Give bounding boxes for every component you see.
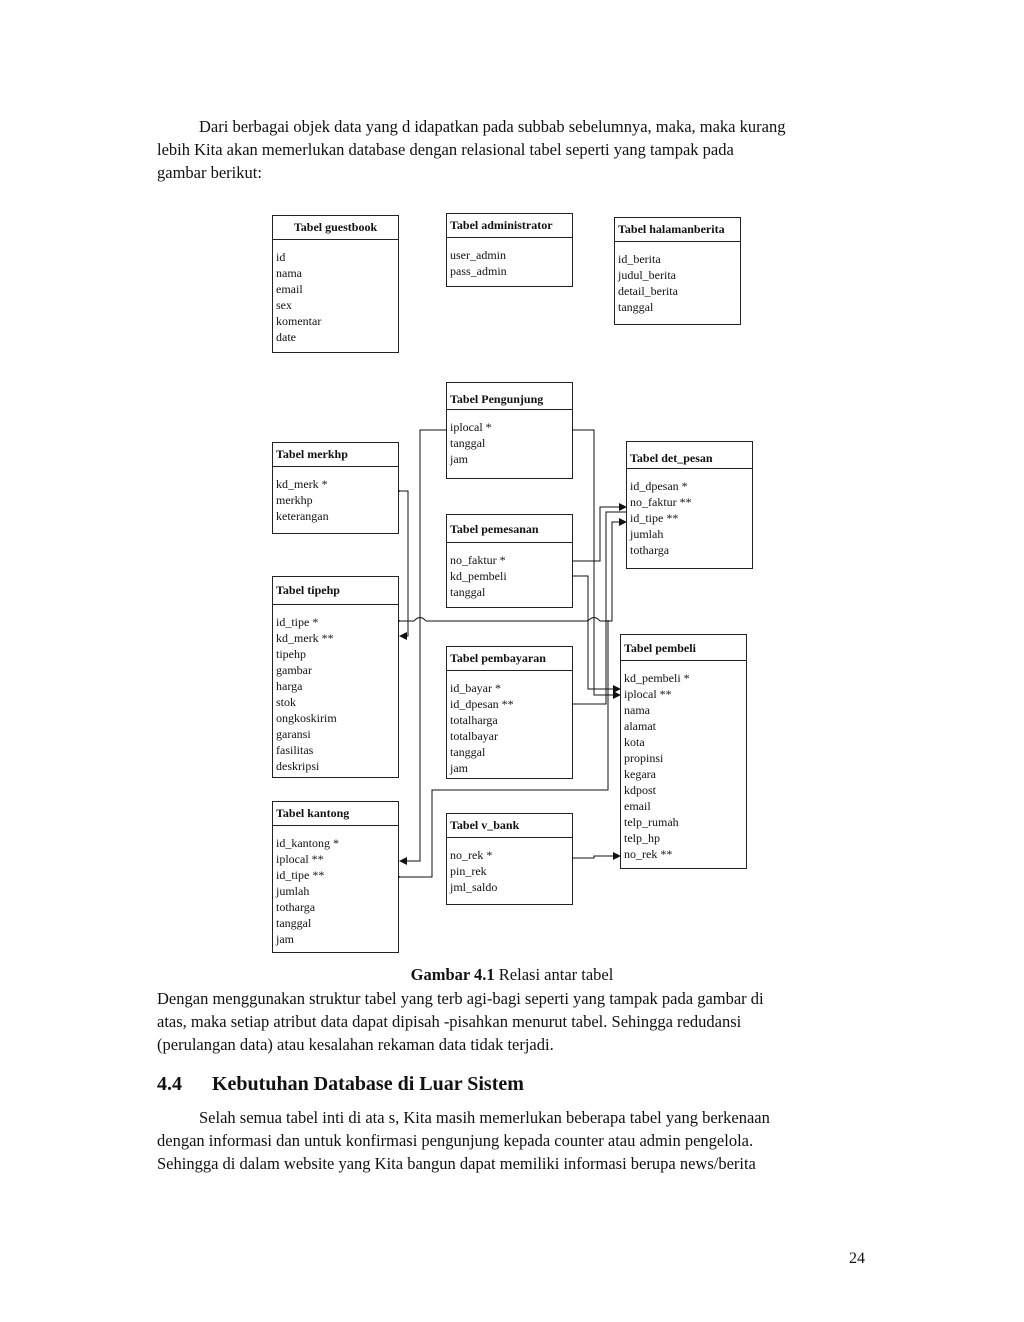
field: nama <box>624 703 650 717</box>
field: jumlah <box>630 527 664 541</box>
field: keterangan <box>276 509 329 523</box>
field: id <box>276 250 286 264</box>
field: id_tipe ** <box>630 511 679 525</box>
field: id_tipe ** <box>276 868 325 882</box>
field: id_berita <box>618 252 661 266</box>
field: komentar <box>276 314 322 328</box>
field: stok <box>276 695 297 709</box>
field: id_kantong * <box>276 836 339 850</box>
table-title: Tabel halamanberita <box>615 218 740 242</box>
field: totalbayar <box>450 729 498 743</box>
table-title: Tabel pembeli <box>621 635 746 661</box>
field: gambar <box>276 663 312 677</box>
table-title: Tabel v_bank <box>447 814 572 838</box>
table-title: Tabel Pengunjung <box>447 383 572 410</box>
figure-caption-text: Relasi antar tabel <box>494 965 614 984</box>
table-v-bank <box>446 813 573 905</box>
table-fields <box>273 240 398 345</box>
section-line-1: Selah semua tabel inti di ata s, Kita masih memerlukan beberapa tabel yang berkenaan <box>199 1108 770 1127</box>
table-title: Tabel pemesanan <box>447 515 572 543</box>
page-number: 24 <box>849 1250 865 1267</box>
table-fields <box>615 242 740 315</box>
field: no_faktur ** <box>630 495 692 509</box>
line-vbank-pembeli <box>573 856 620 858</box>
table-fields <box>447 543 572 600</box>
field: email <box>624 799 651 813</box>
section-number: 4.4 <box>157 1073 182 1095</box>
field: kd_merk * <box>276 477 328 491</box>
field: kota <box>624 735 645 749</box>
field: tipehp <box>276 647 306 661</box>
field: harga <box>276 679 303 693</box>
table-fields <box>621 661 746 862</box>
field: kd_pembeli <box>450 569 507 583</box>
table-fields <box>447 410 572 467</box>
field: pass_admin <box>450 264 507 278</box>
table-pembeli <box>620 634 747 869</box>
explanation-paragraph <box>157 987 869 1056</box>
explanation-line-3: (perulangan data) atau kesalahan rekaman data tidak terjadi. <box>157 1035 554 1054</box>
field: fasilitas <box>276 743 314 757</box>
field: user_admin <box>450 248 506 262</box>
table-fields <box>627 469 752 558</box>
intro-line-2: lebih Kita akan memerlukan database dengan relasional tabel seperti yang tampak pada <box>157 140 734 159</box>
figure-caption <box>0 965 1024 985</box>
field: judul_berita <box>618 268 676 282</box>
field: kdpost <box>624 783 657 797</box>
field: propinsi <box>624 751 664 765</box>
field: detail_berita <box>618 284 678 298</box>
table-title: Tabel merkhp <box>273 443 398 467</box>
field: iplocal * <box>450 420 492 434</box>
field: no_rek * <box>450 848 493 862</box>
field: totharga <box>630 543 670 557</box>
table-det-pesan <box>626 441 753 569</box>
table-guestbook <box>272 215 399 353</box>
field: jumlah <box>276 884 310 898</box>
table-pembayaran <box>446 646 573 779</box>
intro-line-3: gambar berikut: <box>157 163 262 182</box>
field: jam <box>450 452 468 466</box>
table-fields <box>447 671 572 776</box>
table-fields <box>447 838 572 895</box>
field: nama <box>276 266 302 280</box>
field: kd_merk ** <box>276 631 334 645</box>
intro-line-1: Dari berbagai objek data yang d idapatkan pada subbab sebelumnya, maka, maka kurang <box>199 117 786 136</box>
table-pengunjung <box>446 382 573 479</box>
line-pemesanan-detpesan <box>573 507 626 561</box>
table-pemesanan <box>446 514 573 608</box>
table-fields <box>273 605 398 774</box>
field: kegara <box>624 767 656 781</box>
field: telp_hp <box>624 831 660 845</box>
field: jam <box>276 932 294 946</box>
table-fields <box>273 467 398 524</box>
figure-label: Gambar 4.1 <box>410 965 495 984</box>
field: id_dpesan ** <box>450 697 514 711</box>
field: alamat <box>624 719 656 733</box>
field: tanggal <box>618 300 654 314</box>
table-administrator <box>446 213 573 287</box>
field: sex <box>276 298 292 312</box>
table-halamanberita <box>614 217 741 325</box>
table-title: Tabel tipehp <box>273 577 398 605</box>
table-title: Tabel administrator <box>447 214 572 238</box>
line-merkhp-tipehp <box>400 491 408 636</box>
line-pengunjung-pembeli <box>573 430 620 695</box>
table-title: Tabel pembayaran <box>447 647 572 671</box>
table-fields <box>273 826 398 947</box>
field: pin_rek <box>450 864 487 878</box>
field: no_faktur * <box>450 553 506 567</box>
field: deskripsi <box>276 759 320 773</box>
table-tipehp <box>272 576 399 778</box>
field: tanggal <box>450 745 486 759</box>
table-merkhp <box>272 442 399 534</box>
field: no_rek ** <box>624 847 673 861</box>
section-title: Kebutuhan Database di Luar Sistem <box>212 1073 524 1095</box>
table-title: Tabel guestbook <box>273 216 398 240</box>
field: jam <box>450 761 468 775</box>
field: totharga <box>276 900 316 914</box>
field: tanggal <box>450 436 486 450</box>
field: merkhp <box>276 493 313 507</box>
field: id_dpesan * <box>630 479 688 493</box>
field: tanggal <box>276 916 312 930</box>
section-paragraph <box>157 1106 869 1175</box>
field: email <box>276 282 303 296</box>
line-pengunjung-kantong <box>400 430 446 861</box>
table-kantong <box>272 801 399 953</box>
field: jml_saldo <box>450 880 498 894</box>
field: id_bayar * <box>450 681 501 695</box>
field: id_tipe * <box>276 615 319 629</box>
section-line-2: dengan informasi dan untuk konfirmasi pengunjung kepada counter atau admin pengelola. <box>157 1131 754 1150</box>
table-title: Tabel det_pesan <box>627 442 752 469</box>
table-title: Tabel kantong <box>273 802 398 826</box>
field: ongkoskirim <box>276 711 337 725</box>
line-pemesanan-pembeli <box>573 576 620 689</box>
field: date <box>276 330 296 344</box>
field: kd_pembeli * <box>624 671 690 685</box>
field: garansi <box>276 727 311 741</box>
field: iplocal ** <box>276 852 324 866</box>
field: iplocal ** <box>624 687 672 701</box>
field: totalharga <box>450 713 498 727</box>
table-fields <box>447 238 572 279</box>
explanation-line-2: atas, maka setiap atribut data dapat dipisah -pisahkan menurut tabel. Sehingga redudansi <box>157 1012 742 1031</box>
section-heading <box>157 1073 524 1096</box>
section-line-3: Sehingga di dalam website yang Kita bangun dapat memiliki informasi berupa news/berita <box>157 1154 756 1173</box>
field: tanggal <box>450 585 486 599</box>
explanation-line-1: Dengan menggunakan struktur tabel yang terb agi-bagi seperti yang tampak pada gambar di <box>157 989 764 1008</box>
field: telp_rumah <box>624 815 679 829</box>
